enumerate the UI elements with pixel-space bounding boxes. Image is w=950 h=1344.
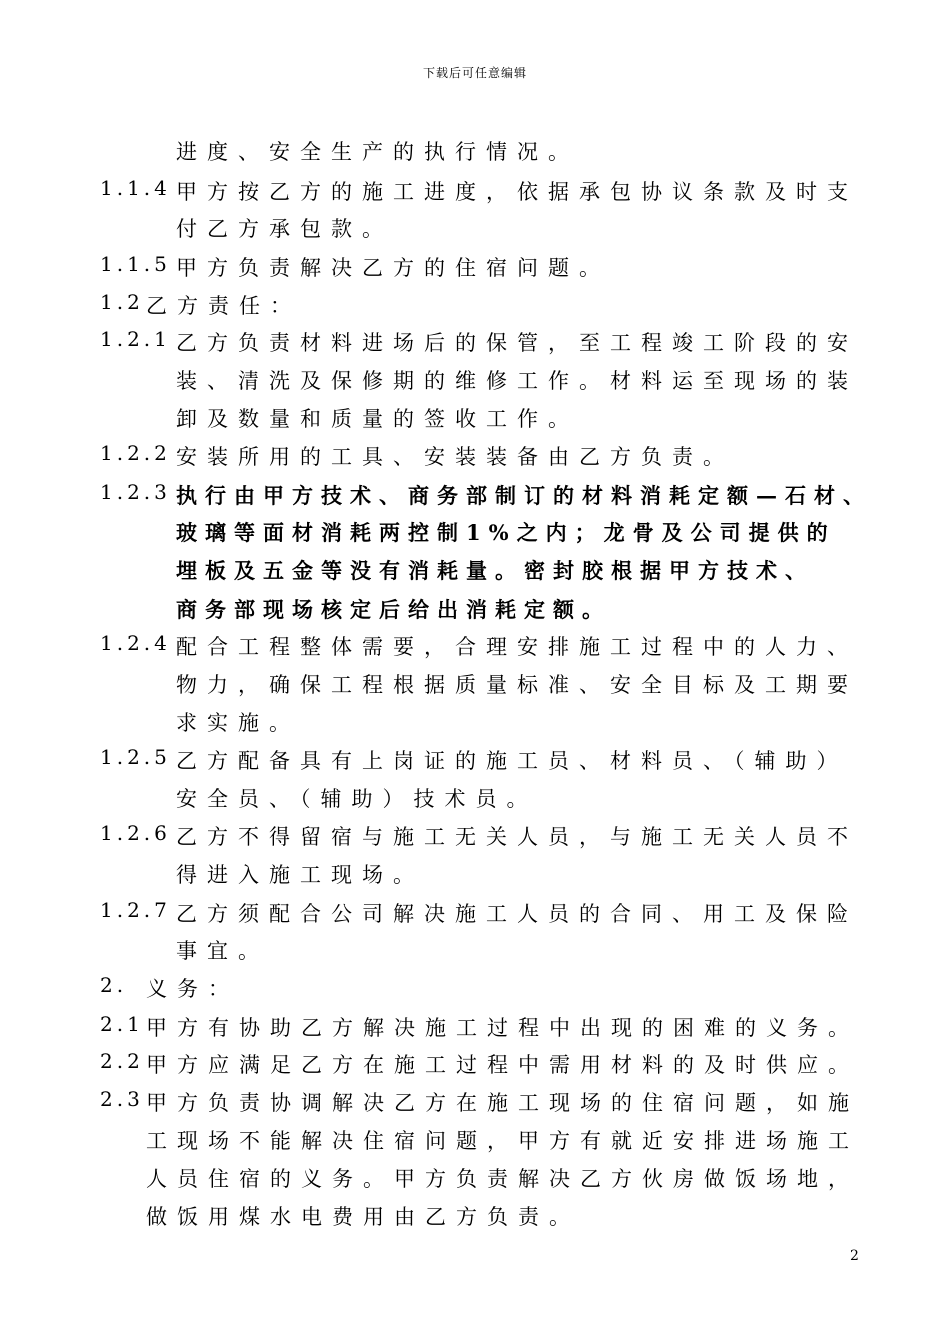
clause-number: 1.2.1 [100, 327, 171, 351]
page-header-note: 下载后可任意编辑 [422, 66, 527, 80]
clause-number: 1.1.5 [100, 252, 171, 276]
doc-line-bold: 埋板及五金等没有消耗量。密封胶根据甲方技术、 [176, 558, 814, 583]
clause-number: 2. [100, 973, 128, 997]
doc-line: 乙方责任： [146, 294, 301, 318]
doc-line: 乙方须配合公司解决施工人员的合同、用工及保险 [176, 902, 858, 926]
clause-number: 1.2.6 [100, 821, 171, 845]
doc-line: 事宜。 [176, 939, 269, 963]
doc-line: 人员住宿的义务。甲方负责解决乙方伙房做饭场地， [146, 1167, 859, 1191]
doc-line: 乙方配备具有上岗证的施工员、材料员、（辅助） [176, 749, 848, 773]
clause-number: 1.2 [100, 290, 144, 314]
clause-number: 1.2.4 [100, 631, 171, 655]
doc-line-bold: 执行由甲方技术、商务部制订的材料消耗定额—石材、 [176, 483, 872, 508]
doc-line: 甲方负责解决乙方的住宿问题。 [176, 256, 610, 280]
doc-line: 义务： [146, 977, 239, 1001]
doc-line: 安装所用的工具、安装装备由乙方负责。 [176, 445, 734, 469]
doc-line: 求实施。 [176, 711, 300, 735]
page-number: 2 [850, 1248, 859, 1264]
doc-line: 甲方负责协调解决乙方在施工现场的住宿问题，如施 [146, 1091, 859, 1115]
clause-number: 2.1 [100, 1012, 144, 1036]
doc-line: 付乙方承包款。 [176, 217, 393, 241]
clause-number: 1.2.2 [100, 441, 171, 465]
doc-line: 安全员、（辅助）技术员。 [176, 787, 538, 811]
doc-line: 甲方按乙方的施工进度，依据承包协议条款及时支 [176, 180, 858, 204]
doc-line: 进度、安全生产的执行情况。 [176, 140, 579, 164]
doc-line-bold: 玻璃等面材消耗两控制1%之内；龙骨及公司提供的 [176, 520, 836, 545]
doc-line: 卸及数量和质量的签收工作。 [176, 407, 579, 431]
clause-number: 1.2.7 [100, 898, 171, 922]
clause-number: 1.2.5 [100, 745, 171, 769]
doc-line: 乙方负责材料进场后的保管，至工程竣工阶段的安 [176, 331, 858, 355]
doc-line: 得进入施工现场。 [176, 863, 424, 887]
doc-line: 做饭用煤水电费用由乙方负责。 [146, 1205, 580, 1229]
doc-line: 工现场不能解决住宿问题，甲方有就近安排进场施工 [146, 1129, 859, 1153]
clause-number: 1.2.3 [100, 480, 171, 504]
doc-line-bold: 商务部现场核定后给出消耗定额。 [176, 597, 611, 622]
clause-number: 2.2 [100, 1049, 144, 1073]
doc-line: 物力，确保工程根据质量标准、安全目标及工期要 [176, 673, 858, 697]
doc-line: 甲方应满足乙方在施工过程中需用材料的及时供应。 [146, 1053, 859, 1077]
doc-line: 甲方有协助乙方解决施工过程中出现的困难的义务。 [146, 1016, 859, 1040]
clause-number: 1.1.4 [100, 176, 171, 200]
clause-number: 2.3 [100, 1087, 144, 1111]
doc-line: 乙方不得留宿与施工无关人员，与施工无关人员不 [176, 825, 858, 849]
doc-line: 装、清洗及保修期的维修工作。材料运至现场的装 [176, 369, 858, 393]
doc-line: 配合工程整体需要，合理安排施工过程中的人力、 [176, 635, 858, 659]
